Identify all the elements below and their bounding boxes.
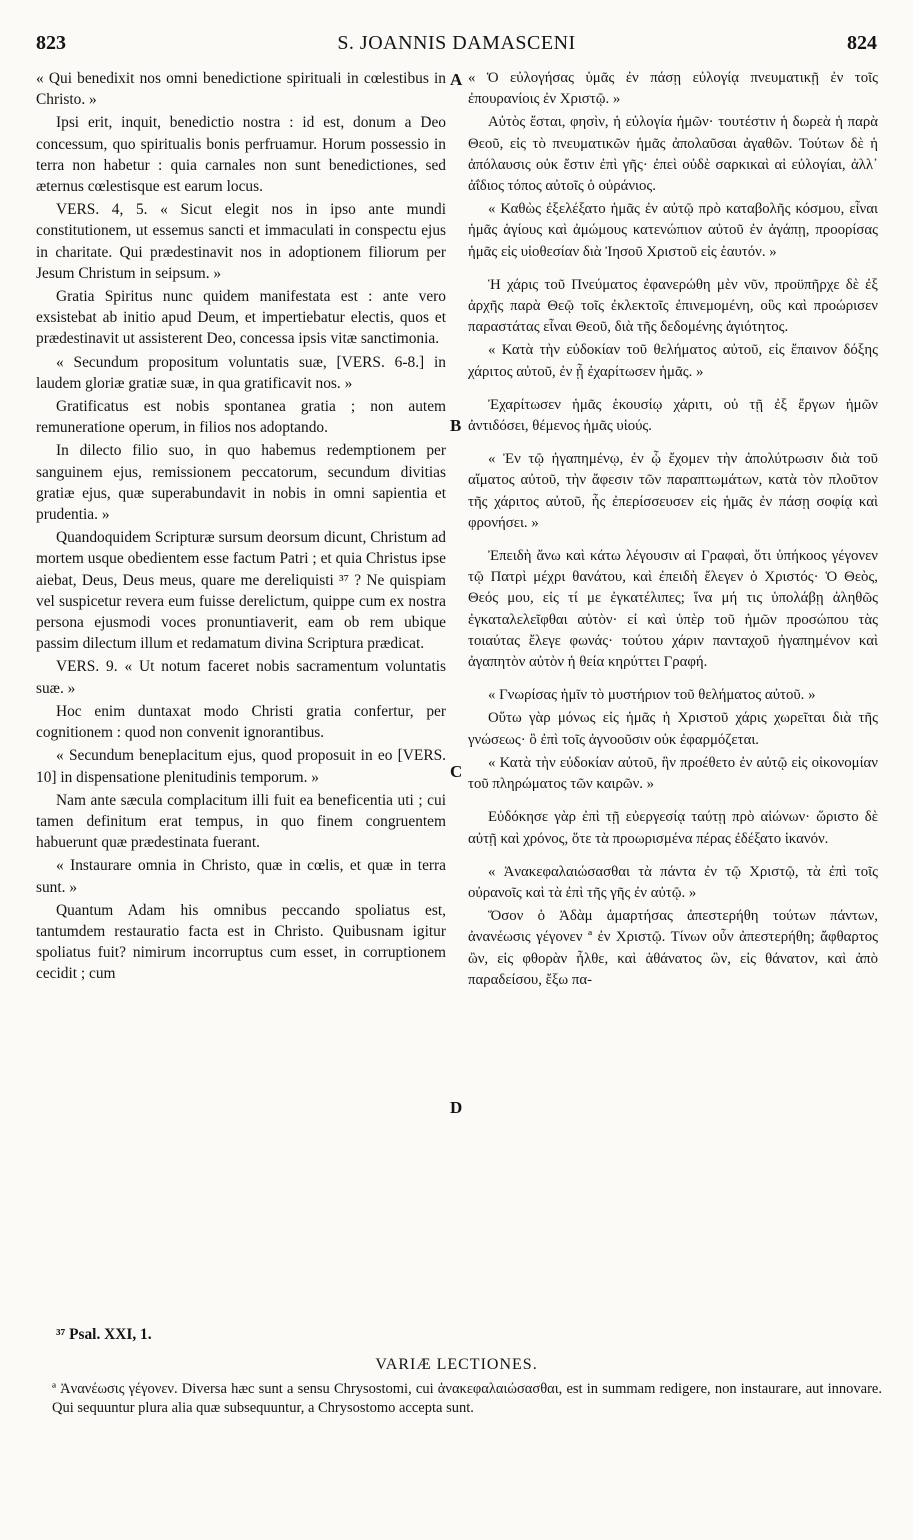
latin-column bbox=[36, 68, 446, 987]
running-title: S. JOANNIS DAMASCENI bbox=[337, 32, 576, 54]
greek-paragraph: « Γνωρίσας ἡμῖν τὸ μυστήριον τοῦ θελήματος αὐτοῦ. » bbox=[488, 687, 816, 704]
latin-paragraph: « Secundum beneplacitum ejus, quod proposuit in eo [VERS. 10] in dispensatione plenitudinis temporum. » bbox=[36, 747, 446, 786]
page-header bbox=[36, 32, 877, 60]
margin-letter-c: C bbox=[450, 762, 463, 781]
greek-paragraph: « Κατὰ τὴν εὐδοκίαν τοῦ θελήματος αὐτοῦ, εἰς ἔπαινον δόξης χάριτος αὐτοῦ, ἐν ᾗ ἐχαρίτωσεν ἡμᾶς. » bbox=[468, 342, 878, 380]
latin-paragraph: « Instaurare omnia in Christo, quæ in cœlis, et quæ in terra sunt. » bbox=[36, 857, 446, 896]
right-page-number: 824 bbox=[847, 32, 877, 54]
greek-paragraph: Αὐτὸς ἔσται, φησὶν, ἡ εὐλογία ἡμῶν· τουτέστιν ἡ δωρεὰ ἡ παρὰ Θεοῦ, εἰς τὸ πνευματικῶν ἡμᾶς ἀπολαῦσαι ἀγαθῶν. Τούτων δὲ ἡ ἀπόλαυσις οὐκ ἔστιν ἐπὶ γῆς· ἐπεὶ οὐδὲ σαρκικαὶ αἱ εὐλογίαι, ἀλλ᾽ ἀΐδιος τόπος αὐτοῖς ὁ οὐράνιος. bbox=[468, 114, 878, 195]
latin-paragraph: Gratificatus est nobis spontanea gratia ; non autem remuneratione operum, in filios nos adoptando. bbox=[36, 398, 446, 437]
latin-paragraph: Gratia Spiritus nunc quidem manifestata est : ante vero exsistebat ab initio apud Deum, et impertiebatur electis, quos et prædestinavit ut assisterent Deo, concessa ipsis vitæ sanctimonia. bbox=[36, 288, 446, 348]
latin-paragraph: Nam ante sæcula complacitum illi fuit ea beneficentia uti ; cui tamen definitum erat tempus, in quo finem congruentem habuerunt quæ prædestinata fuerant. bbox=[36, 791, 446, 852]
greek-column bbox=[468, 68, 878, 993]
margin-letter-b: B bbox=[450, 416, 462, 435]
variae-lectiones-heading: VARIÆ LECTIONES. bbox=[375, 1356, 538, 1373]
greek-paragraph: Ὅσον ὁ Ἀδὰμ ἁμαρτήσας ἀπεστερήθη τούτων πάντων, ἀνανέωσις γέγονεν ª ἐν Χριστῷ. Τίνων οὖν ἀπεστερήθη; ἄφθαρτος ὢν, εἰς φθορὰν ἦλθε, καὶ ἀθάνατος ὢν, εἰς θάνατον, καὶ ἀπὸ παραδείσου, ἔξω πα- bbox=[468, 908, 878, 988]
greek-paragraph: « Ἐν τῷ ἠγαπημένῳ, ἐν ᾧ ἔχομεν τὴν ἀπολύτρωσιν διὰ τοῦ αἵματος αὐτοῦ, τὴν ἄφεσιν τῶν παραπτωμάτων, κατὰ τὸν πλοῦτον τῆς χάριτος αὐτοῦ, ἧς ἐπερίσσευσεν εἰς ἡμᾶς ἐν πάσῃ σοφίᾳ καὶ φρονήσει. » bbox=[468, 451, 878, 531]
greek-paragraph: « Ἀνακεφαλαιώσασθαι τὰ πάντα ἐν τῷ Χριστῷ, τὰ ἐπὶ τοῖς οὐρανοῖς καὶ τὰ ἐπὶ τῆς γῆς ἐν αὐτῷ. » bbox=[468, 863, 878, 901]
latin-paragraph: « Qui benedixit nos omni benedictione spirituali in cœlestibus in Christo. » bbox=[36, 70, 446, 109]
greek-paragraph: Εὐδόκησε γὰρ ἐπὶ τῇ εὐεργεσίᾳ ταύτῃ πρὸ αἰώνων· ὥριστο δὲ αὐτῇ καὶ χρόνος, ὅτε τὰ προωρισμένα πέρας ἐδέξατο ἱκανόν. bbox=[468, 809, 878, 847]
latin-paragraph: In dilecto filio suo, in quo habemus redemptionem per sanguinem ejus, remissionem peccatorum, secundum divitias gratiæ ejus, quæ superabundavit in nobis in omni sapientia et prudentia. » bbox=[36, 442, 446, 524]
latin-paragraph: VERS. 4, 5. « Sicut elegit nos in ipso ante mundi constitutionem, ut essemus sancti et immaculati in conspectu ejus in charitate. Qui prædestinavit nos in adoptionem filiorum per Jesum Christum in seipsum. » bbox=[36, 201, 446, 282]
latin-paragraph: Hoc enim duntaxat modo Christi gratia confertur, per cognitionem : quod non convenit ignorantibus. bbox=[36, 702, 446, 742]
margin-letter-a: A bbox=[450, 70, 463, 89]
left-page-number: 823 bbox=[36, 32, 66, 54]
latin-paragraph: Ipsi erit, inquit, benedictio nostra : id est, donum a Deo concessum, quo spiritualis bonis perfruamur. Horum possessio in terra non habetur : quia carnales non sunt benedictiones, sed æternus cœlestisque est earum locus. bbox=[36, 114, 446, 196]
latin-paragraph: Quantum Adam his omnibus peccando spoliatus est, tantumdem restauratio facta est in Christo. Quibusnam igitur spoliatus fuit? nimirum incorruptus cum esset, in corruptionem cecidit ; cum bbox=[36, 901, 446, 983]
latin-paragraph: VERS. 9. « Ut notum faceret nobis sacramentum voluntatis suæ. » bbox=[36, 658, 446, 697]
greek-paragraph: « Ὁ εὐλογήσας ὑμᾶς ἐν πάσῃ εὐλογίᾳ πνευματικῇ ἐν τοῖς ἐπουρανίοις ἐν Χριστῷ. » bbox=[468, 70, 878, 108]
footnote: ³⁷ Psal. XXI, 1. bbox=[56, 1326, 152, 1343]
margin-letter-d: D bbox=[450, 1098, 463, 1117]
greek-paragraph: Ἐχαρίτωσεν ἡμᾶς ἑκουσίῳ χάριτι, οὐ τῇ ἐξ ἔργων ἡμῶν ἀντιδόσει, θέμενος ἡμᾶς υἱούς. bbox=[468, 396, 878, 435]
greek-paragraph: Ἡ χάρις τοῦ Πνεύματος ἐφανερώθη μὲν νῦν, προϋπῆρχε δὲ ἐξ ἀρχῆς παρὰ Θεῷ τοῖς ἐκλεκτοῖς ἐπινεμομένη, οὓς καὶ προώρισεν παραστάτας εἶναι Θεοῦ, διὰ τῆς δεδομένης ἁγιότητος. bbox=[468, 276, 878, 336]
latin-paragraph: « Secundum propositum voluntatis suæ, [VERS. 6-8.] in laudem gloriæ gratiæ suæ, in qua gratificavit nos. » bbox=[36, 353, 446, 392]
greek-paragraph: Οὕτω γὰρ μόνως εἰς ἡμᾶς ἡ Χριστοῦ χάρις χωρεῖται διὰ τῆς γνώσεως· ὃ ἐπὶ τοῖς ἀγνοοῦσιν οὐκ ἐφαρμόζεται. bbox=[468, 710, 878, 748]
greek-paragraph: « Κατὰ τὴν εὐδοκίαν αὐτοῦ, ἣν προέθετο ἐν αὐτῷ εἰς οἰκονομίαν τοῦ πληρώματος τῶν καιρῶν. » bbox=[468, 754, 878, 793]
greek-paragraph: « Καθὼς ἐξελέξατο ἡμᾶς ἐν αὐτῷ πρὸ καταβολῆς κόσμου, εἶναι ἡμᾶς ἁγίους καὶ ἀμώμους κατενώπιον αὐτοῦ ἐν ἀγάπῃ, προορίσας ἡμᾶς εἰς υἱοθεσίαν διὰ Ἰησοῦ Χριστοῦ εἰς ἑαυτόν. » bbox=[468, 201, 878, 260]
latin-paragraph: Quandoquidem Scripturæ sursum deorsum dicunt, Christum ad mortem usque obedientem esse factum Patri ; et quia Christus ipse aiebat, Deus, Deus meus, quare me dereliquisti ³⁷ ? Ne quispiam vel suspicetur revera eum fuisse derelictum, quippe cum ex nostra persona ejusmodi voces pronuntiaverit, eam ob rem ubique passim dilectum illum et redamatum divina Scriptura prædicat. bbox=[36, 529, 446, 653]
greek-paragraph: Ἐπειδὴ ἄνω καὶ κάτω λέγουσιν αἱ Γραφαὶ, ὅτι ὑπήκοος γέγονεν τῷ Πατρὶ μέχρι θανάτου, καὶ ἐπειδὴ ἔλεγεν ὁ Χριστός· Ὁ Θεὸς, Θεός μου, εἰς τί με ἐγκατέλιπες; ἵνα μή τις ὑπολάβῃ ἀληθῶς ἐγκαταλελεῖφθαι αὐτὸν· εἰ καὶ ὑπὲρ τοῦ ἡμῶν προσώπου τὰς τοιαύτας ἔλεγε φωνάς· τούτου χάριν πανταχοῦ ἠγαπημένον καὶ ἀγαπητὸν αὐτὸν ἡ θεία κηρύττει Γραφή. bbox=[468, 548, 878, 671]
variae-lectiones-text: ª Ἀνανέωσις γέγονεν. Diversa hæc sunt a sensu Chrysostomi, cui ἀνακεφαλαιώσασθαι, est in summam redigere, non instaurare, aut innovare. Qui sequuntur plura alia quæ subsequuntur, a Chrysostomo accepta sunt. bbox=[52, 1381, 882, 1416]
